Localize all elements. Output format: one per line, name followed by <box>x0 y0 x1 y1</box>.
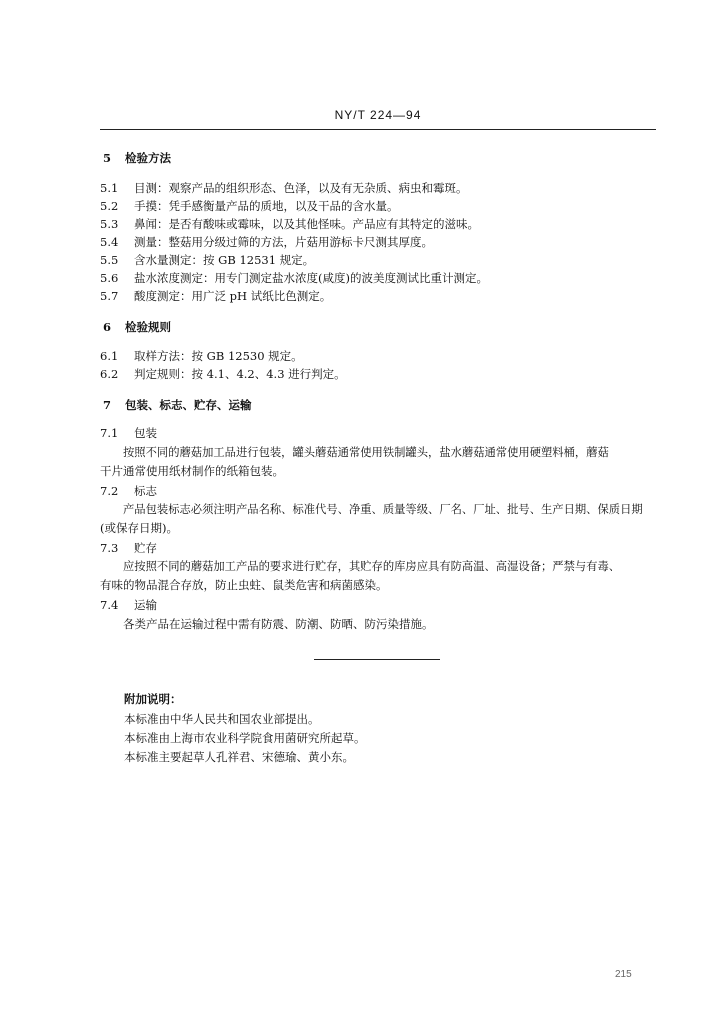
item-text: 目测：观察产品的组织形态、色泽，以及有无杂质、病虫和霉斑。 <box>134 181 468 195</box>
item-5-1 <box>100 181 468 195</box>
standard-code-header: NY/T 224—94 <box>334 108 422 122</box>
subsection-title: 包装 <box>134 426 157 440</box>
paragraph-line: 各类产品在运输过程中需有防震、防潮、防晒、防污染措施。 <box>123 617 434 631</box>
item-number: 5.7 <box>100 289 119 303</box>
item-number: 5.4 <box>100 235 119 249</box>
paragraph-line: (或保存日期)。 <box>100 521 178 535</box>
paragraph-line: 应按照不同的蘑菇加工产品的要求进行贮存，其贮存的库房应具有防高温、高湿设备；严禁与有毒、 <box>123 560 621 573</box>
item-text: 测量：整菇用分级过筛的方法，片菇用游标卡尺测其厚度。 <box>134 235 433 249</box>
item-text: 酸度测定：用广泛 pH 试纸比色测定。 <box>134 289 332 303</box>
item-text: 鼻闻：是否有酸味或霉味，以及其他怪味。产品应有其特定的滋味。 <box>134 217 479 231</box>
section-6-title: 检验规则 <box>125 320 171 334</box>
item-5-6 <box>100 271 488 285</box>
item-5-4 <box>100 235 433 249</box>
item-5-3 <box>100 217 479 231</box>
item-number: 5.5 <box>100 253 119 267</box>
subsection-7-4-heading <box>100 598 157 612</box>
section-7-heading <box>103 398 252 412</box>
item-number: 5.6 <box>100 271 119 285</box>
item-number: 5.1 <box>100 181 119 195</box>
section-5-heading <box>103 151 171 165</box>
page-number: 215 <box>615 969 632 980</box>
item-text: 盐水浓度测定：用专门测定盐水浓度(咸度)的波美度测试比重计测定。 <box>134 271 488 285</box>
paragraph-line: 干片通常使用纸材制作的纸箱包装。 <box>100 464 284 478</box>
subsection-title: 贮存 <box>134 541 157 555</box>
item-number: 6.1 <box>100 349 119 363</box>
subsection-title: 标志 <box>134 484 157 498</box>
paragraph-line: 有味的物品混合存放，防止虫蛀、鼠类危害和病菌感染。 <box>100 578 388 592</box>
end-separator-rule <box>314 659 440 660</box>
section-7-title: 包装、标志、贮存、运输 <box>125 398 252 412</box>
item-number: 7.2 <box>100 484 119 498</box>
section-6-number: 6 <box>103 320 112 334</box>
subsection-7-2-heading <box>100 484 157 498</box>
section-5-number: 5 <box>103 151 112 165</box>
item-6-1 <box>100 349 303 363</box>
paragraph-line: 产品包装标志必须注明产品名称、标准代号、净重、质量等级、厂名、厂址、批号、生产日期、保质日期 <box>123 503 643 516</box>
item-number: 7.1 <box>100 426 119 440</box>
subsection-7-3-heading <box>100 541 157 555</box>
item-number: 5.3 <box>100 217 119 231</box>
section-7-number: 7 <box>103 398 112 412</box>
notes-line: 本标准主要起草人孔祥君、宋德瑜、黄小东。 <box>124 750 354 764</box>
section-6-heading <box>103 320 171 334</box>
notes-title: 附加说明： <box>124 692 182 706</box>
section-5-title: 检验方法 <box>125 151 171 165</box>
item-5-2 <box>100 199 399 213</box>
paragraph-line: 按照不同的蘑菇加工品进行包装，罐头蘑菇通常使用铁制罐头，盐水蘑菇通常使用硬塑料桶，蘑菇 <box>123 446 609 459</box>
header-rule <box>100 129 656 130</box>
item-5-7 <box>100 289 331 303</box>
item-text: 取样方法：按 GB 12530 规定。 <box>134 349 303 363</box>
subsection-7-1-heading <box>100 426 157 440</box>
item-text: 判定规则：按 4.1、4.2、4.3 进行判定。 <box>134 367 346 381</box>
item-5-5 <box>100 253 314 267</box>
notes-line: 本标准由中华人民共和国农业部提出。 <box>124 712 320 726</box>
item-number: 7.4 <box>100 598 119 612</box>
item-number: 7.3 <box>100 541 119 555</box>
item-6-2 <box>100 367 346 381</box>
subsection-title: 运输 <box>134 598 157 612</box>
item-text: 含水量测定：按 GB 12531 规定。 <box>134 253 315 267</box>
item-text: 手摸：凭手感衡量产品的质地，以及干品的含水量。 <box>134 199 399 213</box>
notes-line: 本标准由上海市农业科学院食用菌研究所起草。 <box>124 731 366 745</box>
item-number: 6.2 <box>100 367 119 381</box>
item-number: 5.2 <box>100 199 119 213</box>
